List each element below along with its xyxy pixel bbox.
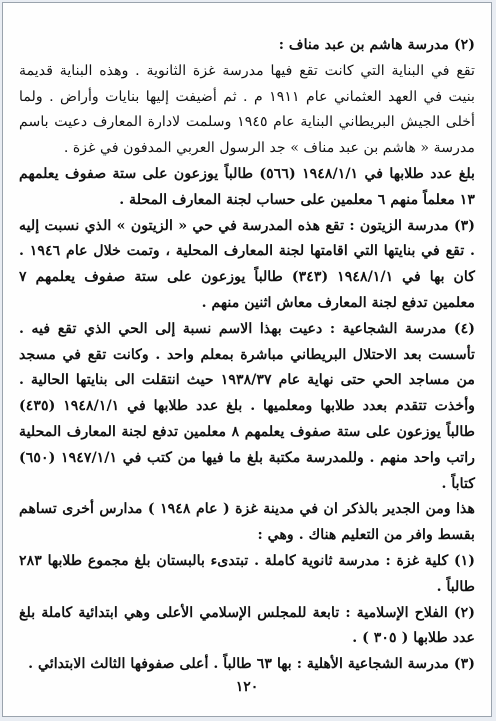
paragraph: (٤) مدرسة الشجاعية : دعيت بهذا الاسم نسبة إلى الحي الذي تقع فيه . تأسست بعد الاحتلال البريطاني مباشرة بمعلم واحد . وكانت تقع في مسجد من مساجد الحي حتى نهاية عام ١٩٣٨/٣٧ حيث انتقلت الى بنايتها الحالية . وأخذت تتقدم بعدد طلابها ومعلميها . بلغ عدد طلابها في ١٩٤٨/١/١ (٤٣٥) طالباً يوزعون على ستة صفوف يعلمهم ٨ معلمين تدفع لجنة المعارف المحلية راتب واحد منهم . وللمدرسة مكتبة بلغ ما فيها من كتب في ١٩٤٧/١/١ (٦٥٠) كتاباً .: [19, 320, 476, 492]
list-item: (١) كلية غزة : مدرسة ثانوية كاملة . تبتدىء بالبستان بلغ مجموع طلابها ٢٨٣ طالباً .: [19, 552, 475, 595]
section-heading: (٢) مدرسة هاشم بن عبد مناف :: [278, 37, 475, 53]
paragraph: بلغ عدد طلابها في ١٩٤٨/١/١ (٥٦٦) طالباً يوزعون على ستة صفوف يعلمهم ١٣ معلماً منهم ٦ معلمين على حساب لجنة المعارف المحلة .: [19, 165, 475, 208]
document-page: [2, 2, 492, 717]
paragraph: تقع في البناية التي كانت تقع فيها مدرسة غزة الثانوية . وهذه البناية قديمة بنيت في العهد العثماني عام ١٩١١ م . ثم أضيفت إليها بنايات وأراض . ولما أخلى الجيش البريطاني البناية عام ١٩٤٥ وسلمت لادارة المعارف دعيت باسم مدرسة « هاشم بن عبد مناف » جد الرسول العربي المدفون في غزة .: [19, 62, 475, 157]
list-item: (٣) مدرسة الشجاعية الأهلية : بها ٦٣ طالباً . أعلى صفوفها الثالث الابتدائي .: [28, 656, 475, 673]
page-body: [19, 33, 475, 678]
paragraph: هذا ومن الجدير بالذكر ان في مدينة غزة ( عام ١٩٤٨ ) مدارس أخرى تساهم بقسط وافر من التعليم هناك . وهي :: [19, 501, 475, 544]
paragraph: (٣) مدرسة الزيتون : تقع هذه المدرسة في حي « الزيتون » الذي نسبت إليه . تقع في بنايتها التي اقامتها لجنة المعارف المحلية ، وتمت خلال عام ١٩٤٦ . كان بها في ١٩٤٨/١/١ (٣٤٣) طالباً يوزعون على ستة صفوف يعلمهم ٧ معلمين تدفع لجنة المعارف معاش اثنين منهم .: [19, 217, 476, 311]
page-number: ١٢٠: [235, 679, 259, 695]
list-item: (٢) الفلاح الإسلامية : تابعة للمجلس الإسلامي الأعلى وهي ابتدائية كاملة بلغ عدد طلابها ( ٣٠٥ ) .: [19, 604, 475, 647]
